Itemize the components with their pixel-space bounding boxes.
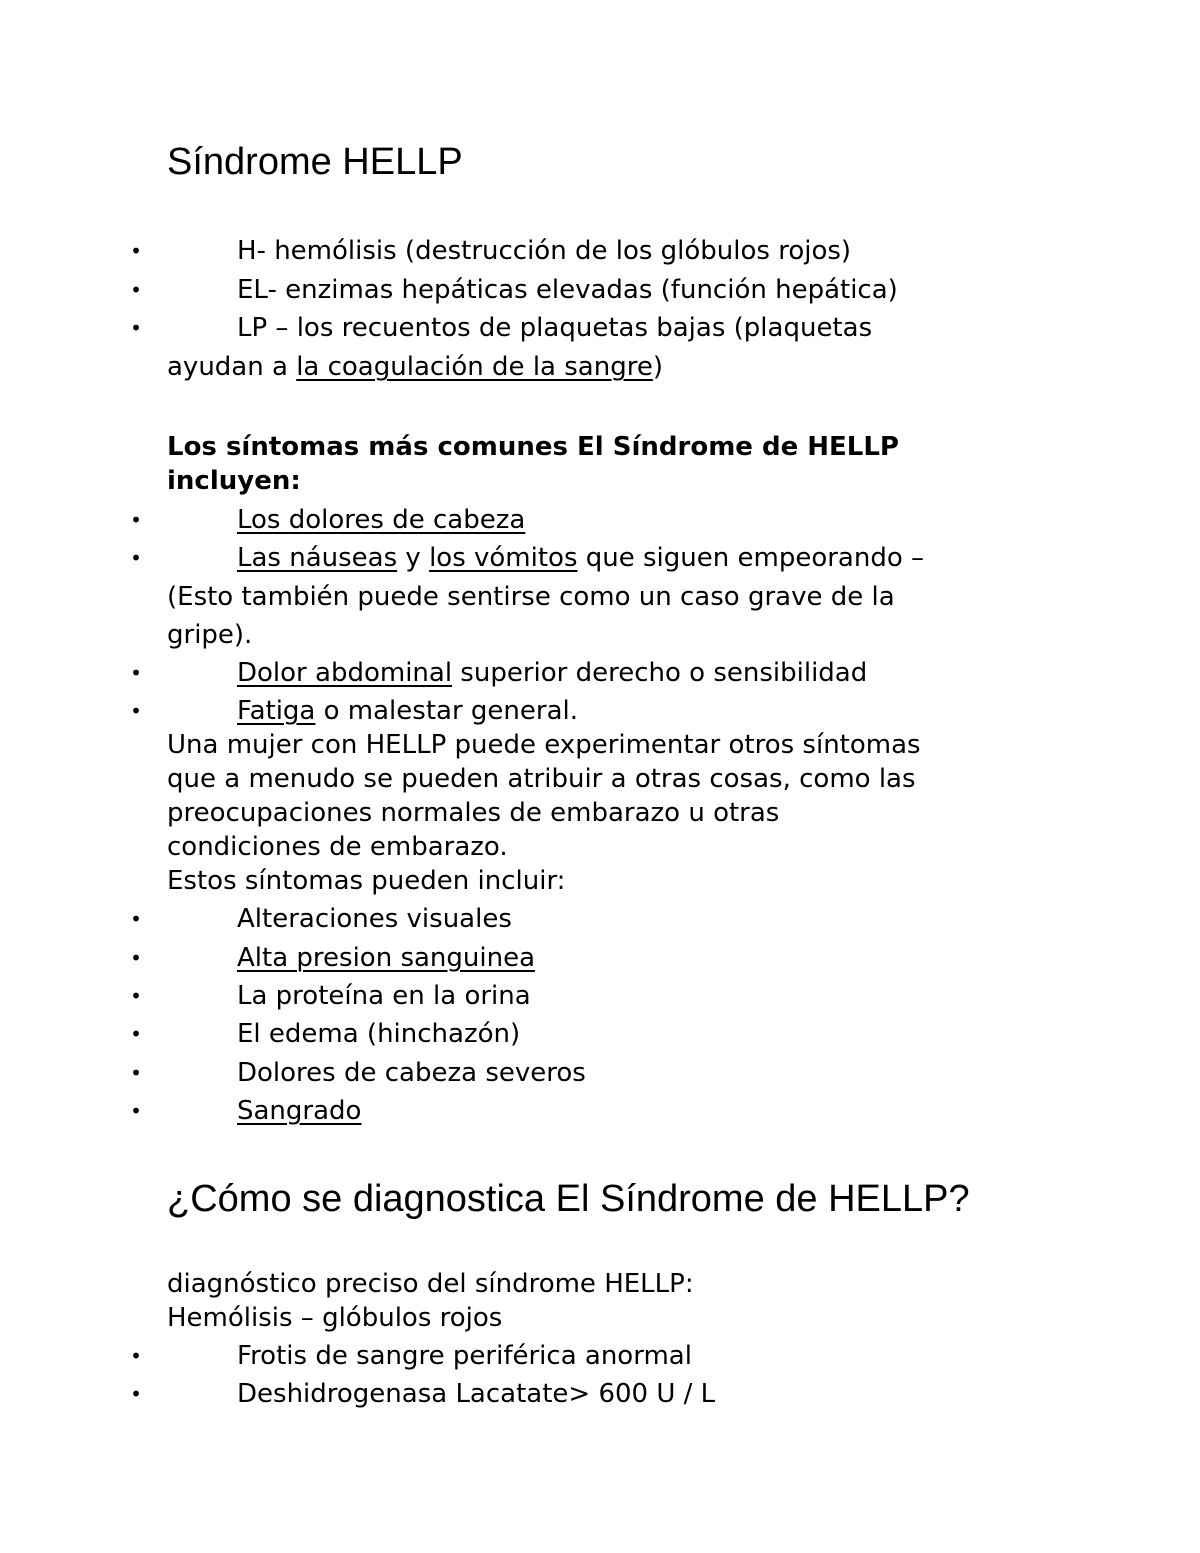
bullet-icon: • — [130, 1022, 142, 1046]
def-lp: LP – los recuentos de plaquetas bajas (plaquetas — [237, 313, 873, 343]
def-lp-continuation — [167, 350, 663, 384]
heading-diagnosis: ¿Cómo se diagnostica El Síndrome de HELLP? — [167, 1178, 970, 1220]
symptoms-heading-cont: incluyen: — [167, 466, 301, 496]
bullet-icon: • — [130, 984, 142, 1008]
diagnosis-item: Deshidrogenasa Lacatate> 600 U / L — [237, 1379, 716, 1409]
other-symptom-bleeding — [237, 1094, 361, 1128]
bullet-icon: • — [130, 946, 142, 970]
link-coagulacion[interactable]: la coagulación de la sangre — [296, 352, 653, 382]
other-symptom-protein: La proteína en la orina — [237, 981, 531, 1011]
paragraph-line: preocupaciones normales de embarazo u otras — [167, 798, 780, 828]
link-dolores-de-cabeza[interactable]: Los dolores de cabeza — [237, 505, 526, 535]
def-el: EL- enzimas hepáticas elevadas (función hepática) — [237, 275, 898, 305]
bullet-icon: • — [130, 1061, 142, 1085]
paragraph-line: Una mujer con HELLP puede experimentar otros síntomas — [167, 730, 921, 760]
link-dolor-abdominal[interactable]: Dolor abdominal — [237, 658, 453, 688]
def-h: H- hemólisis (destrucción de los glóbulos rojos) — [237, 236, 852, 266]
link-alta-presion[interactable]: Alta presion sanguinea — [237, 943, 536, 973]
diagnosis-hemolysis: Hemólisis – glóbulos rojos — [167, 1303, 503, 1333]
link-sangrado[interactable]: Sangrado — [237, 1096, 362, 1126]
bullet-icon: • — [130, 508, 142, 532]
text: y — [397, 543, 430, 573]
diagnosis-intro: diagnóstico preciso del síndrome HELLP: — [167, 1269, 694, 1299]
bullet-icon: • — [130, 699, 142, 723]
text: o malestar general. — [315, 696, 578, 726]
paragraph-line: que a menudo se pueden atribuir a otras cosas, como las — [167, 764, 916, 794]
text: ) — [652, 352, 663, 382]
link-nauseas[interactable]: Las náuseas — [237, 543, 398, 573]
heading-sindrome-hellp: Síndrome HELLP — [167, 141, 463, 183]
bullet-icon: • — [130, 546, 142, 570]
symptom-headache — [237, 503, 525, 537]
symptom-nausea — [237, 541, 924, 575]
symptom-nausea-cont: (Esto también puede sentirse como un caso grave de la — [167, 582, 895, 612]
link-fatiga[interactable]: Fatiga — [237, 696, 316, 726]
bullet-icon: • — [130, 1344, 142, 1368]
bullet-icon: • — [130, 278, 142, 302]
bullet-icon: • — [130, 316, 142, 340]
bullet-icon: • — [130, 1099, 142, 1123]
other-symptom-severe-headache: Dolores de cabeza severos — [237, 1058, 586, 1088]
link-vomitos[interactable]: los vómitos — [429, 543, 578, 573]
bullet-icon: • — [130, 907, 142, 931]
text: ayudan a — [167, 352, 297, 382]
other-symptom-visual: Alteraciones visuales — [237, 904, 512, 934]
text: superior derecho o sensibilidad — [452, 658, 868, 688]
bullet-icon: • — [130, 239, 142, 263]
diagnosis-item: Frotis de sangre periférica anormal — [237, 1341, 692, 1371]
symptom-nausea-cont: gripe). — [167, 620, 253, 650]
paragraph-line: condiciones de embarazo. — [167, 832, 508, 862]
paragraph-line: Estos síntomas pueden incluir: — [167, 866, 566, 896]
other-symptom-edema: El edema (hinchazón) — [237, 1019, 521, 1049]
bullet-icon: • — [130, 1382, 142, 1406]
bullet-icon: • — [130, 661, 142, 685]
symptoms-heading: Los síntomas más comunes El Síndrome de HELLP — [167, 432, 899, 462]
text: que siguen empeorando – — [577, 543, 925, 573]
symptom-abdominal — [237, 656, 867, 690]
other-symptom-bp — [237, 941, 535, 975]
symptom-fatigue — [237, 694, 578, 728]
